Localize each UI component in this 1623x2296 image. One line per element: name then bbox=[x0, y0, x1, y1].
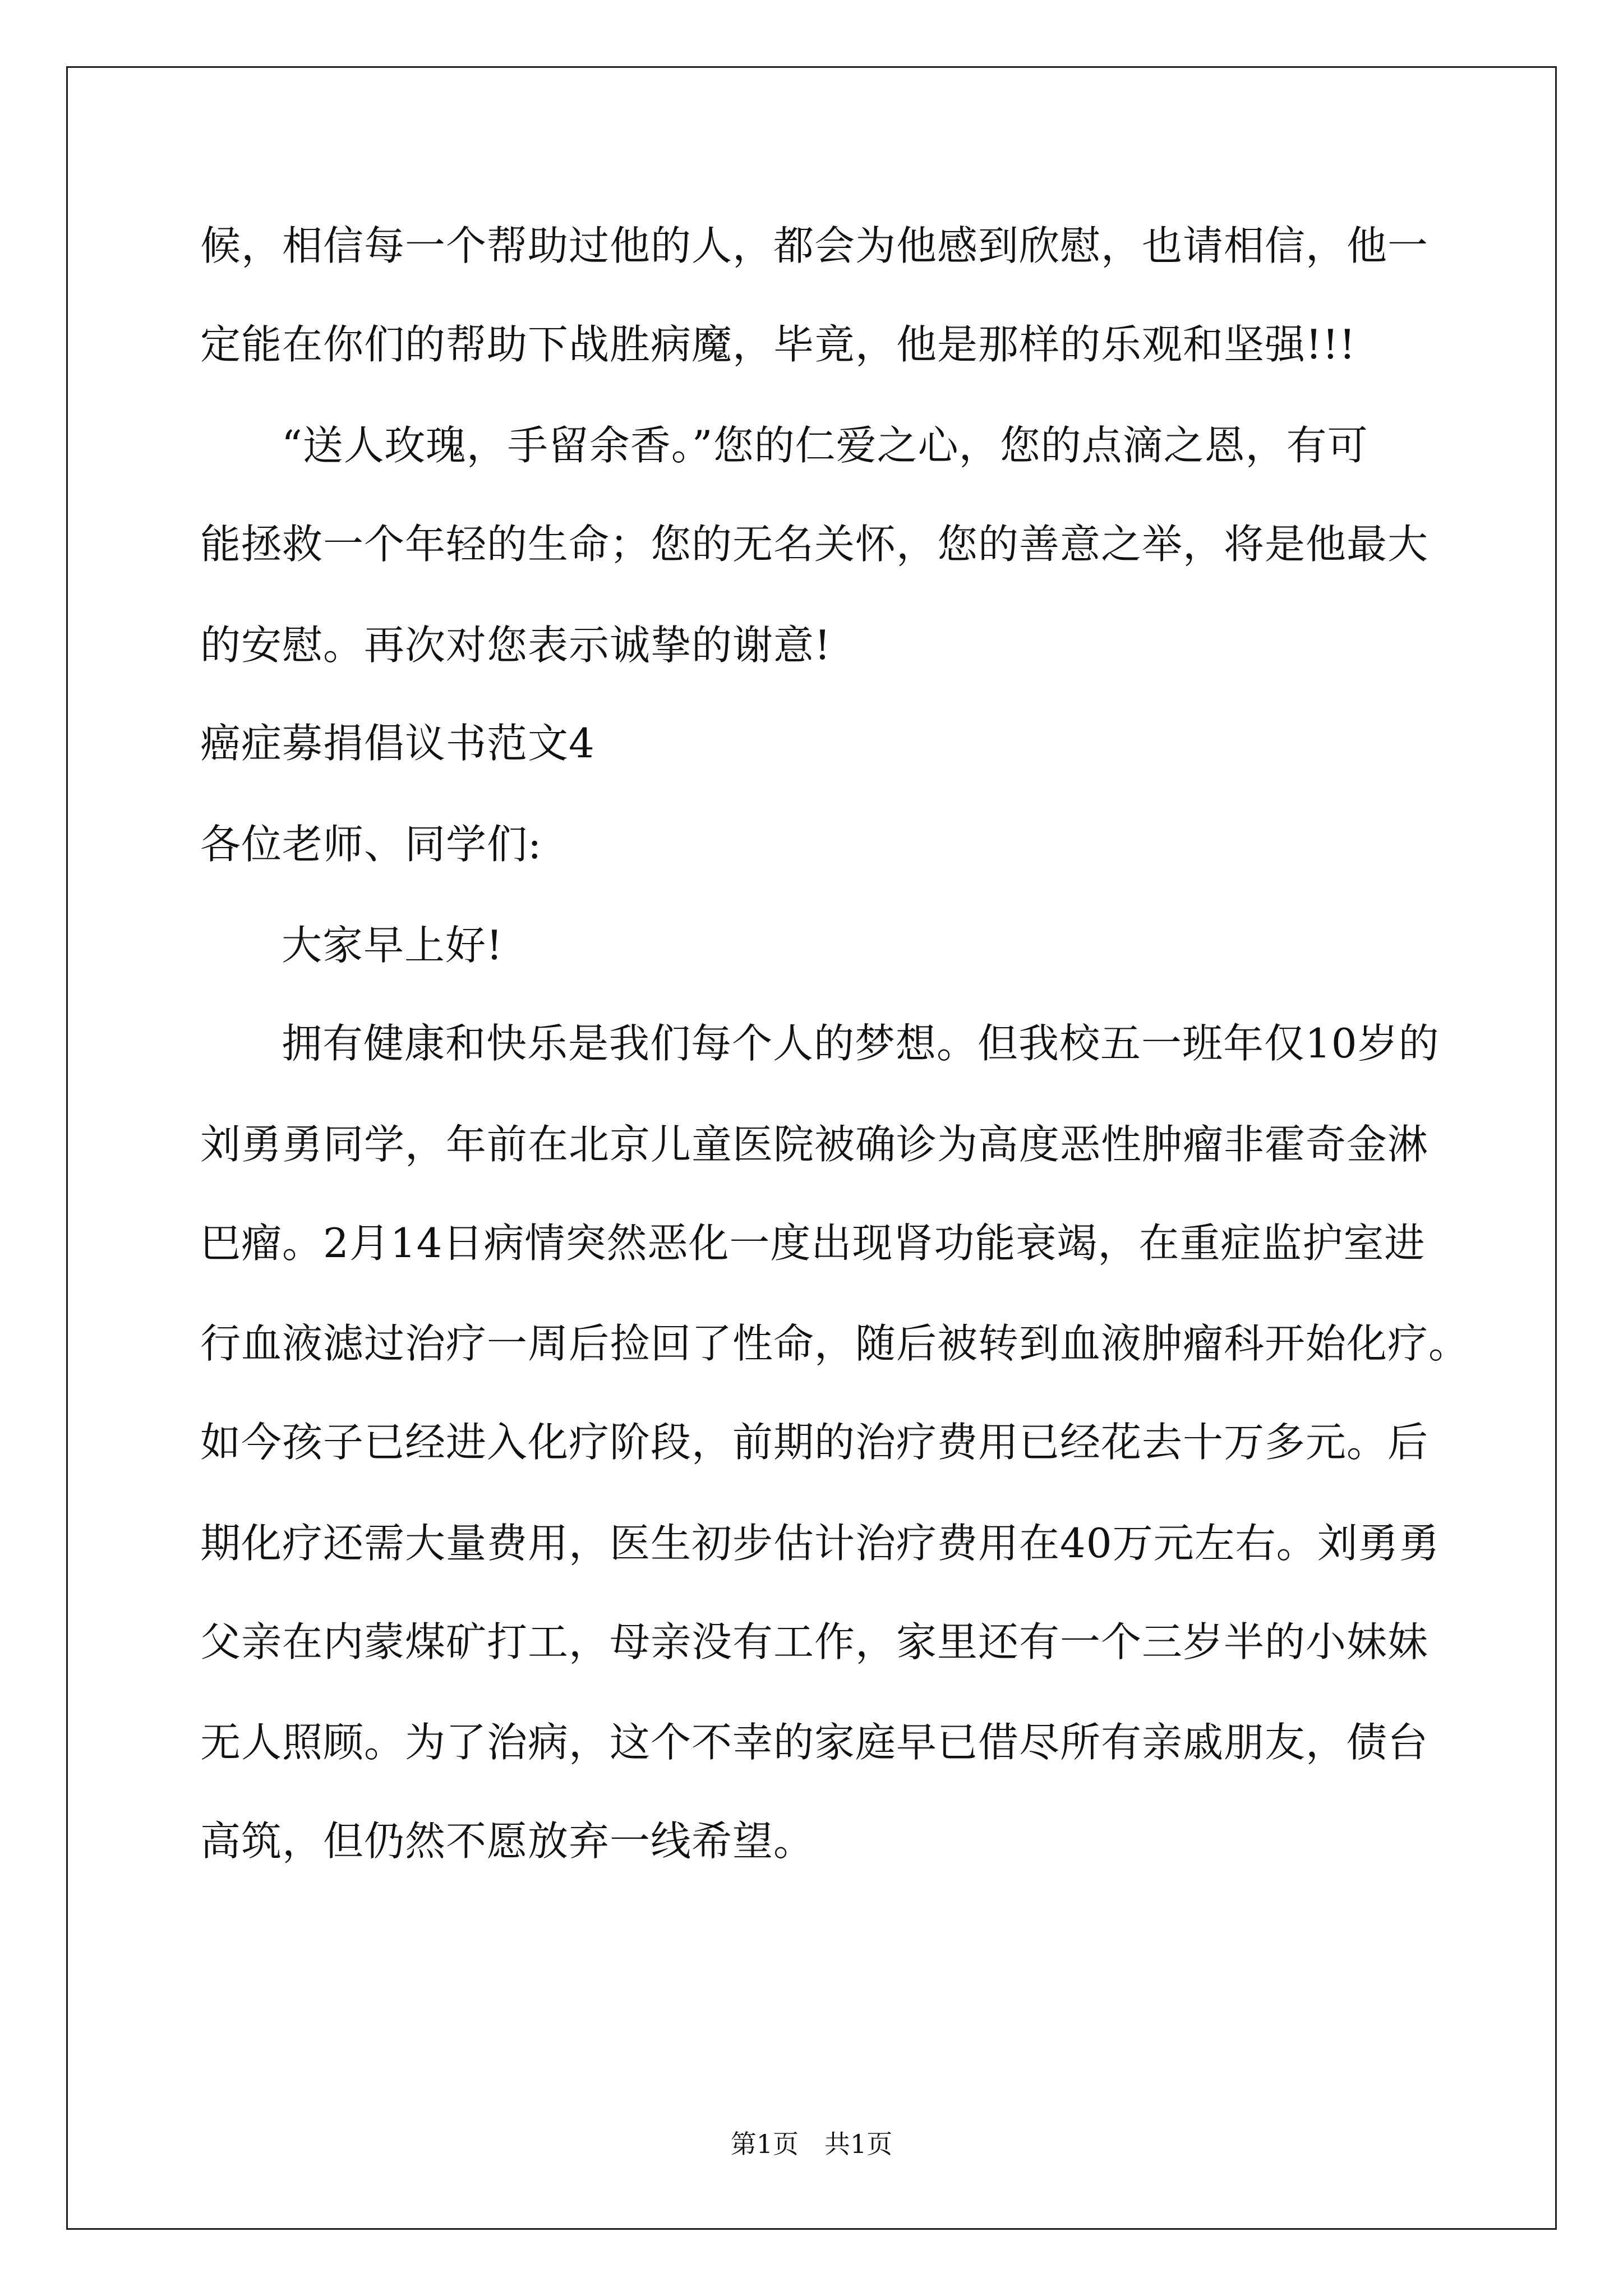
paragraph-line: 的安慰。再次对您表示诚挚的谢意! bbox=[200, 622, 831, 669]
paragraph-line: 高筑，但仍然不愿放弃一线希望。 bbox=[200, 1818, 815, 1865]
paragraph-line: 候，相信每一个帮助过他的人，都会为他感到欣慰，也请相信，他一 bbox=[200, 222, 1429, 269]
paragraph-line: 如今孩子已经进入化疗阶段，前期的治疗费用已经花去十万多元。后 bbox=[200, 1419, 1429, 1466]
paragraph-line: 期化疗还需大量费用，医生初步估计治疗费用在40万元左右。刘勇勇 bbox=[200, 1520, 1440, 1567]
paragraph-line: 行血液滤过治疗一周后捡回了性命，随后被转到血液肿瘤科开始化疗。 bbox=[200, 1320, 1470, 1367]
paragraph-line: 能拯救一个年轻的生命；您的无名关怀，您的善意之举，将是他最大 bbox=[200, 521, 1429, 568]
section-heading: 癌症募捐倡议书范文4 bbox=[200, 720, 595, 767]
paragraph-line: 父亲在内蒙煤矿打工，母亲没有工作，家里还有一个三岁半的小妹妹 bbox=[200, 1618, 1429, 1665]
paragraph-line: 巴瘤。2月14日病情突然恶化一度出现肾功能衰竭，在重症监护室进 bbox=[200, 1220, 1426, 1267]
page-footer: 第1页 共1页 bbox=[730, 2129, 893, 2159]
paragraph-line: 定能在你们的帮助下战胜病魔，毕竟，他是那样的乐观和坚强!!! bbox=[200, 321, 1356, 368]
paragraph-line: 拥有健康和快乐是我们每个人的梦想。但我校五一班年仅10岁的 bbox=[282, 1020, 1440, 1067]
paragraph-line: 刘勇勇同学，年前在北京儿童医院被确诊为高度恶性肿瘤非霍奇金淋 bbox=[200, 1121, 1429, 1168]
paragraph-line: 无人照顾。为了治病，这个不幸的家庭早已借尽所有亲戚朋友，债台 bbox=[200, 1719, 1429, 1766]
paragraph-line: “送人玫瑰，手留余香。”您的仁爱之心，您的点滴之恩，有可 bbox=[282, 422, 1368, 469]
salutation: 各位老师、同学们: bbox=[200, 821, 542, 868]
greeting: 大家早上好! bbox=[282, 922, 503, 969]
